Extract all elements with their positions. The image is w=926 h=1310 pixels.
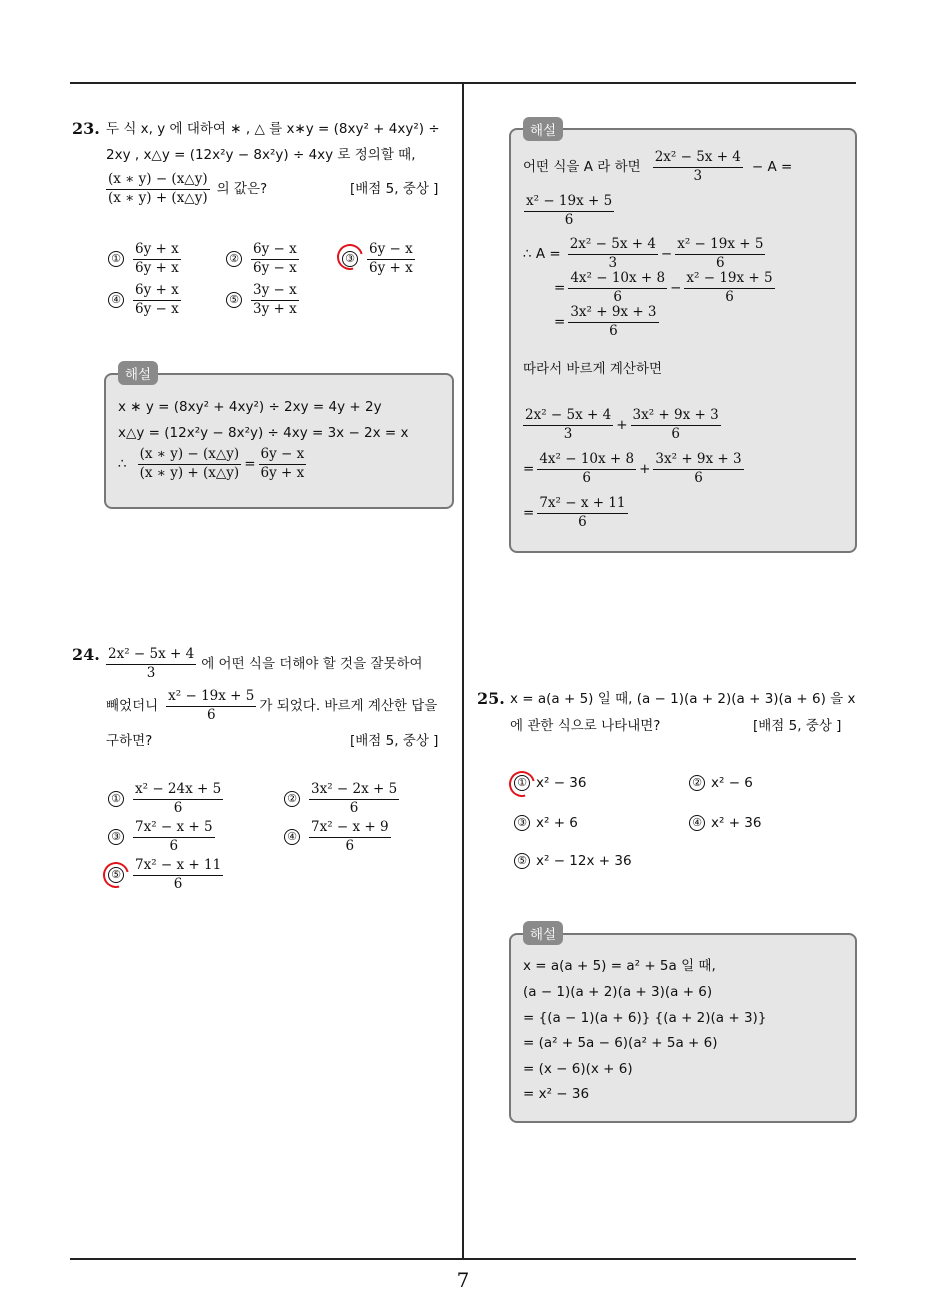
q24-sol-b1: $\frac{\text{2x² − 5x + 4}}{3}$ + $\frac{\text{3x² + 9x + 3}}{6}$ [525, 407, 719, 442]
q24-number: 24. [72, 645, 100, 664]
q24-sol-intro-frac: $\frac{\text{x² − 19x + 5}}{6}$ [526, 193, 613, 228]
q23-number: 23. [72, 119, 100, 138]
q24-option-1[interactable]: ① $\frac{\text{x² − 24x + 5}}{6}$ [108, 782, 226, 816]
q23-line2: 2xy , x△y = (12x²y − 8x²y) ÷ 4xy 로 정의할 때, [106, 147, 416, 163]
option-marker: ① [108, 251, 124, 267]
option-marker: ⑤ [226, 292, 242, 308]
q25-sol-line5: = (x − 6)(x + 6) [523, 1061, 633, 1077]
q24-sol-b2: = $\frac{\text{4x² − 10x + 8}}{6}$ + $\frac{\text{3x² + 9x + 3}}{6}$ [523, 451, 742, 486]
q24-sol-a2: = $\frac{\text{4x² − 10x + 8}}{6}$ − $\frac{\text{x² − 19x + 5}}{6}$ [554, 270, 773, 305]
q23-expression [103, 172, 267, 206]
option-marker: ⑤ [108, 867, 124, 883]
q25-score: [배점 5, 중상 ] [753, 718, 842, 734]
q23-fraction: $\frac{(x ∗ y) - (x\triangle y)}{(x ∗ y) + (x\triangle y)}$ [108, 171, 208, 206]
q24-option-4[interactable]: ④ $\frac{\text{7x² − x + 9}}{6}$ [284, 820, 394, 854]
q23-solution-line3: ∴ $\frac{(x ∗ y) - (x\triangle y)}{(x ∗ y) + (x\triangle y)}$ = $\frac{6y - x}{6y + x}$ [118, 446, 305, 481]
option-marker: ④ [108, 292, 124, 308]
column-divider [462, 83, 464, 1259]
q23-score: [배점 5, 중상 ] [350, 181, 439, 197]
q24-sol-intro: 어떤 식을 A 라 하면 $\frac{\text{2x² − 5x + 4}}{3}$ − A = [523, 149, 793, 184]
option-marker: ③ [342, 251, 358, 267]
option-marker: ③ [514, 815, 530, 831]
option-marker: ② [226, 251, 242, 267]
option-marker: ③ [108, 829, 124, 845]
q25-sol-line6: = x² − 36 [523, 1086, 590, 1102]
option-marker: ② [689, 775, 705, 791]
q24-sol-a1: ∴ A = $\frac{\text{2x² − 5x + 4}}{3}$ − $\frac{\text{x² − 19x + 5}}{6}$ [523, 236, 764, 271]
q24-solution-tag: 해설 [523, 117, 563, 141]
option-marker: ② [284, 791, 300, 807]
q24-sol-a3: = $\frac{\text{3x² + 9x + 3}}{6}$ [554, 304, 657, 339]
q25-sol-line4: = (a² + 5a − 6)(a² + 5a + 6) [523, 1035, 718, 1051]
q24-option-5[interactable]: ⑤ $\frac{\text{7x² − x + 11}}{6}$ [108, 858, 226, 892]
q25-option-4[interactable]: ④ x² + 36 [689, 815, 761, 831]
q25-sol-line2: (a − 1)(a + 2)(a + 3)(a + 6) [523, 984, 713, 1000]
q25-option-3[interactable]: ③ x² + 6 [514, 815, 578, 831]
q24-score: [배점 5, 중상 ] [350, 733, 439, 749]
option-marker: ① [514, 775, 530, 791]
q24-line2: 빼었더니 $\frac{\text{x² − 19x + 5}}{6}$ 가 되었다. 바르게 계산한 답을 [106, 688, 438, 723]
q23-line1: 두 식 x, y 에 대하여 ∗ , △ 를 x∗y = (8xy² + 4xy²) ÷ [106, 121, 440, 137]
q24-line1: $\frac{\text{2x² − 5x + 4}}{3}$ 에 어떤 식을 더해야 할 것을 잘못하여 [108, 646, 423, 681]
q25-number: 25. [477, 689, 505, 708]
q23-solution-tag: 해설 [118, 361, 158, 385]
q23-option-2[interactable]: ② $\frac{6y - x}{6y - x}$ [226, 242, 302, 276]
q24-sol-mid: 따라서 바르게 계산하면 [523, 361, 662, 377]
q24-option-2[interactable]: ② $\frac{\text{3x² − 2x + 5}}{6}$ [284, 782, 402, 816]
q23-solution-line1: x ∗ y = (8xy² + 4xy²) ÷ 2xy = 4y + 2y [118, 399, 382, 415]
q23-option-1[interactable]: ① $\frac{6y + x}{6y + x}$ [108, 242, 184, 276]
q23-option-4[interactable]: ④ $\frac{6y + x}{6y - x}$ [108, 283, 184, 317]
q25-line1: x = a(a + 5) 일 때, (a − 1)(a + 2)(a + 3)(a + 6) 을 x [510, 691, 856, 707]
q23-solution-box [104, 373, 454, 509]
q25-sol-line1: x = a(a + 5) = a² + 5a 일 때, [523, 958, 716, 974]
q23-solution-line2: x△y = (12x²y − 8x²y) ÷ 4xy = 3x − 2x = x [118, 425, 409, 441]
q25-option-5[interactable]: ⑤ x² − 12x + 36 [514, 853, 632, 869]
q23-expr-suffix: 의 값은? [216, 180, 268, 197]
q23-option-3[interactable]: ③ $\frac{6y - x}{6y + x}$ [342, 242, 418, 276]
option-marker: ④ [689, 815, 705, 831]
page-number: 7 [456, 1268, 470, 1292]
q25-line2: 에 관한 식으로 나타내면? [510, 718, 661, 734]
option-marker: ⑤ [514, 853, 530, 869]
q24-solution-box [509, 128, 857, 553]
q23-option-5[interactable]: ⑤ $\frac{3y - x}{3y + x}$ [226, 283, 302, 317]
q25-option-2[interactable]: ② x² − 6 [689, 775, 753, 791]
q25-option-1[interactable]: ① x² − 36 [514, 775, 586, 791]
option-marker: ④ [284, 829, 300, 845]
q25-sol-line3: = {(a − 1)(a + 6)} {(a + 2)(a + 3)} [523, 1010, 767, 1026]
q25-answer-mark [504, 766, 540, 802]
q25-solution-tag: 해설 [523, 921, 563, 945]
q24-sol-b3: = $\frac{\text{7x² − x + 11}}{6}$ [523, 495, 626, 530]
option-marker: ① [108, 791, 124, 807]
q24-option-3[interactable]: ③ $\frac{\text{7x² − x + 5}}{6}$ [108, 820, 218, 854]
q24-line3: 구하면? [106, 733, 153, 749]
